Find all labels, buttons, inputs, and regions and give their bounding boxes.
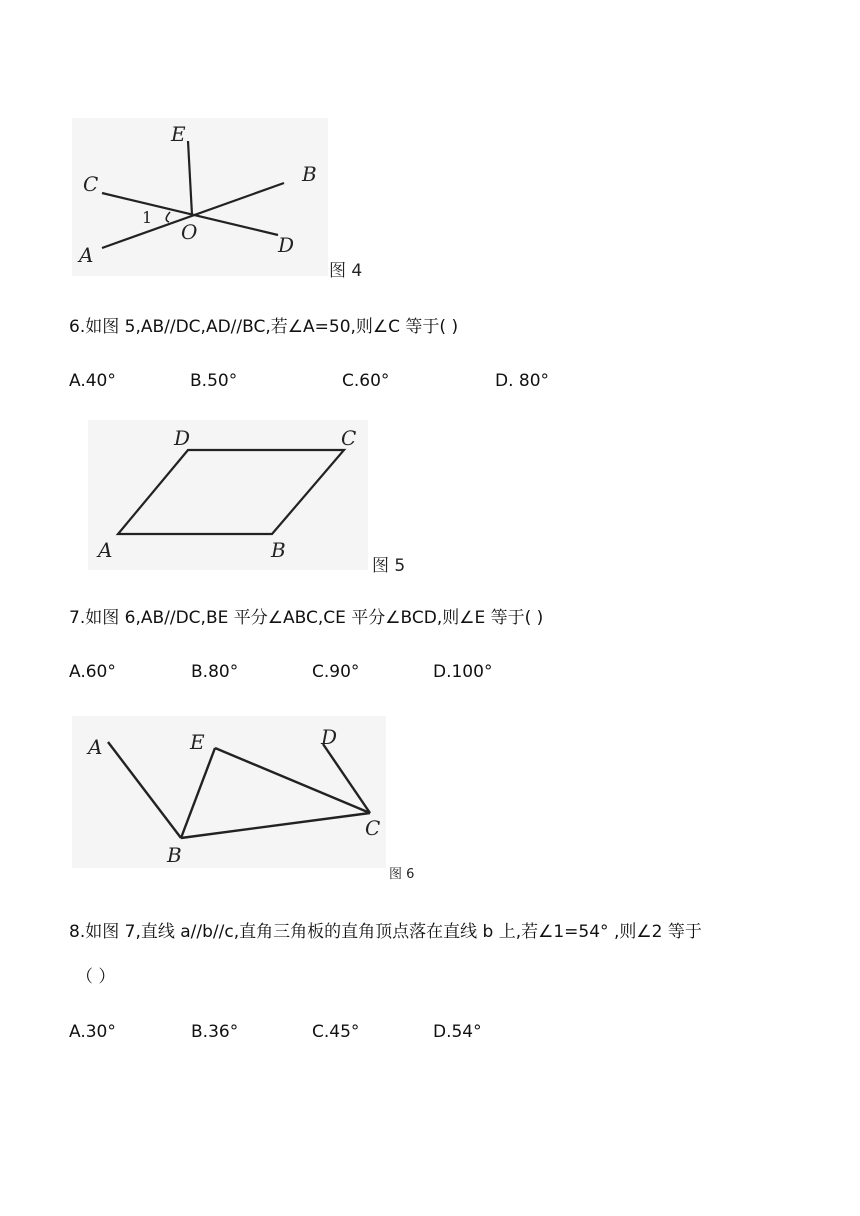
q7-option-a[interactable]: A.60° xyxy=(69,662,116,682)
label-E: E xyxy=(171,122,186,146)
label-B: B xyxy=(302,162,317,186)
q6-option-a[interactable]: A.40° xyxy=(69,371,116,391)
q8-option-a[interactable]: A.30° xyxy=(69,1022,116,1042)
label-C: C xyxy=(365,816,381,840)
q6-option-d[interactable]: D. 80° xyxy=(495,371,550,391)
q6-option-b[interactable]: B.50° xyxy=(190,371,238,391)
label-O: O xyxy=(181,220,198,244)
figure-5 xyxy=(88,420,368,570)
label-A: A xyxy=(88,735,103,759)
label-B: B xyxy=(271,538,286,562)
label-E: E xyxy=(190,730,205,754)
question-8-stem: 8.如图 7,直线 a//b//c,直角三角板的直角顶点落在直线 b 上,若∠1=54° ,则∠2 等于 xyxy=(69,922,702,942)
label-C: C xyxy=(341,426,357,450)
label-A: A xyxy=(98,538,113,562)
question-6-stem: 6.如图 5,AB//DC,AD//BC,若∠A=50,则∠C 等于( ) xyxy=(69,317,459,337)
label-D: D xyxy=(174,426,191,450)
label-C: C xyxy=(83,172,99,196)
label-D: D xyxy=(321,725,338,749)
q6-option-c[interactable]: C.60° xyxy=(342,371,390,391)
figure-5-caption: 图 5 xyxy=(372,556,406,576)
q7-option-b[interactable]: B.80° xyxy=(191,662,239,682)
angle-1-label: 1 xyxy=(142,208,153,227)
label-B: B xyxy=(167,843,182,867)
figure-4 xyxy=(72,118,328,276)
question-7-stem: 7.如图 6,AB//DC,BE 平分∠ABC,CE 平分∠BCD,则∠E 等于( ) xyxy=(69,608,544,628)
q7-option-c[interactable]: C.90° xyxy=(312,662,360,682)
question-8-stem-continued: （ ） xyxy=(76,967,116,987)
q8-option-b[interactable]: B.36° xyxy=(191,1022,239,1042)
figure-4-caption: 图 4 xyxy=(329,261,363,281)
q8-option-d[interactable]: D.54° xyxy=(433,1022,482,1042)
label-D: D xyxy=(278,233,295,257)
figure-6 xyxy=(72,716,386,868)
figure-6-caption: 图 6 xyxy=(389,867,415,882)
label-A: A xyxy=(79,243,94,267)
q7-option-d[interactable]: D.100° xyxy=(433,662,493,682)
q8-option-c[interactable]: C.45° xyxy=(312,1022,360,1042)
